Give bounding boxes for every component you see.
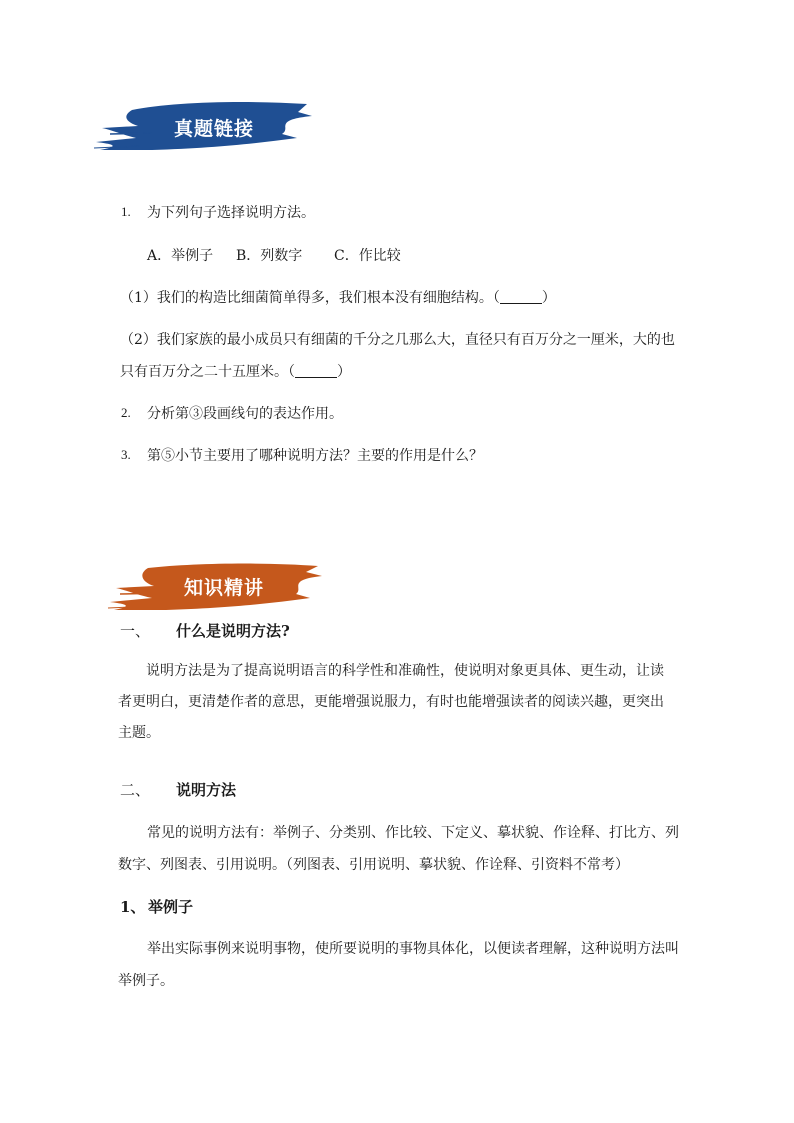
section-heading: 说明方法 (176, 781, 237, 799)
banner-title: 真题链接 (174, 118, 255, 140)
section-number: 一、 (120, 622, 151, 640)
question-text: 分析第③段画线句的表达作用。 (147, 406, 343, 422)
sub-question-2-line2 (120, 361, 351, 381)
question-number: 2. (121, 405, 131, 420)
answer-blank[interactable] (500, 289, 542, 304)
banner-title: 知识精讲 (184, 577, 265, 599)
section-banner-real-exam (92, 98, 317, 156)
section-banner-knowledge (104, 560, 326, 616)
paragraph: 说明方法是为了提高说明语言的科学性和准确性，使说明对象更具体、更生动，让读者更明白，更清楚作者的意思，更能增强说服力，有时也能增强读者的阅读兴趣，更突出主题。 (118, 663, 664, 741)
close-paren: ） (337, 364, 351, 380)
question-prompt: 为下列句子选择说明方法。 (147, 205, 315, 221)
section-heading: 什么是说明方法? (176, 622, 290, 640)
question-number: 1. (121, 204, 131, 219)
paragraph-line: 举例子。 (118, 973, 174, 989)
option-c: C．作比较 (334, 248, 401, 264)
subsection-number: 1、 (120, 898, 146, 916)
sub-question-2-text: 只有百万分之二十五厘米。（ (120, 364, 295, 380)
close-paren: ） (541, 290, 556, 306)
question-number: 3. (121, 447, 131, 462)
section-number: 二、 (120, 781, 151, 799)
subsection-heading: 举例子 (148, 898, 194, 916)
answer-blank[interactable] (295, 363, 337, 378)
option-b: B．列数字 (236, 248, 303, 264)
option-a: A．举例子 (147, 248, 214, 264)
paragraph-line: 举出实际事例来说明事物，使所要说明的事物具体化，以便读者理解，这种说明方法叫 (147, 941, 679, 957)
question-text: 第⑤小节主要用了哪种说明方法？主要的作用是什么？ (147, 448, 483, 464)
sub-question-2-line1: （2）我们家族的最小成员只有细菌的千分之几那么大，直径只有百万分之一厘米，大的也 (120, 332, 675, 348)
paragraph-line: 数字、列图表、引用说明。（列图表、引用说明、摹状貌、作诠释、引资料不常考） (118, 857, 629, 873)
paragraph-line: 常见的说明方法有：举例子、分类别、作比较、下定义、摹状貌、作诠释、打比方、列 (147, 825, 679, 841)
sub-question-1-text: （1）我们的构造比细菌简单得多，我们根本没有细胞结构。（ (120, 290, 500, 306)
sub-question-1 (120, 287, 556, 307)
